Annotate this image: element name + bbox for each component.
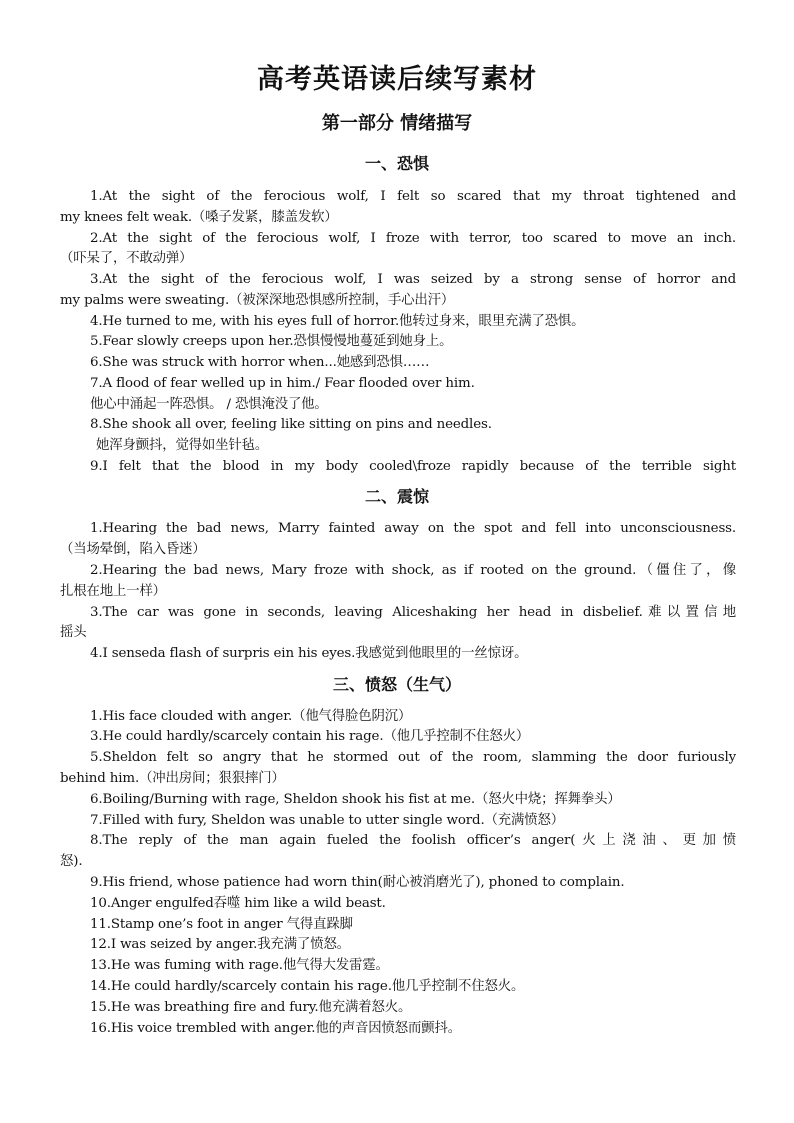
anger-line: 5.Sheldon felt so angry that he stormed out of the room, slamming the door furiously <box>90 750 736 765</box>
anger-line: 8.The reply of the man again fueled the foolish officer’s anger(火上浇油、更加愤 <box>90 833 736 848</box>
section-heading-fear: 一、恐惧 <box>364 154 429 173</box>
anger-line: 6.Boiling/Burning with rage, Sheldon shook his fist at me.（怒火中烧；挥舞拳头） <box>90 792 621 807</box>
shock-line: 摇头 <box>60 625 87 640</box>
fear-line: 9.I felt that the blood in my body cooled\froze rapidly because of the terrible sight <box>90 459 736 474</box>
fear-line: 3.At the sight of the ferocious wolf, I was seized by a strong sense of horror and <box>90 272 736 287</box>
fear-line: 4.He turned to me, with his eyes full of horror.他转过身来，眼里充满了恐惧。 <box>90 314 585 329</box>
anger-line: 12.I was seized by anger.我充满了愤怒。 <box>90 937 350 952</box>
anger-line: 15.He was breathing fire and fury.他充满着怒火。 <box>90 1000 412 1015</box>
anger-line: behind him.（冲出房间；狠狠摔门） <box>60 771 285 786</box>
fear-line: 他心中涌起一阵恐惧。 / 恐惧淹没了他。 <box>90 397 328 412</box>
fear-line: 7.A flood of fear welled up in him./ Fear flooded over him. <box>90 376 475 391</box>
anger-line: 3.He could hardly/scarcely contain his rage.（他几乎控制不住怒火） <box>90 729 530 744</box>
anger-line: 9.His friend, whose patience had worn thin(耐心被消磨光了), phoned to complain. <box>90 875 625 890</box>
shock-line: 扎根在地上一样） <box>60 584 166 599</box>
shock-line: 1.Hearing the bad news, Marry fainted away on the spot and fell into unconsciousness. <box>90 521 736 536</box>
anger-line: 10.Anger engulfed吞噬 him like a wild beast. <box>90 896 386 911</box>
fear-line: 2.At the sight of the ferocious wolf, I froze with terror, too scared to move an inch. <box>90 231 736 246</box>
shock-line: 3.The car was gone in seconds, leaving Aliceshaking her head in disbelief.难以置信地 <box>90 605 736 620</box>
anger-line: 16.His voice trembled with anger.他的声音因愤怒而颤抖。 <box>90 1021 461 1036</box>
section-heading-anger: 三、愤怒（生气） <box>332 675 461 694</box>
shock-line: 2.Hearing the bad news, Mary froze with shock, as if rooted on the ground.（僵住了，像 <box>90 563 736 578</box>
section-heading-shock: 二、震惊 <box>364 487 429 506</box>
anger-line: 怒). <box>60 854 83 869</box>
anger-line: 13.He was fuming with rage.他气得大发雷霆。 <box>90 958 389 973</box>
fear-line: 8.She shook all over, feeling like sitting on pins and needles. <box>90 417 492 432</box>
shock-line: （当场晕倒，陷入昏迷） <box>60 542 206 557</box>
anger-line: 11.Stamp one’s foot in anger 气得直跺脚 <box>90 917 353 932</box>
anger-line: 14.He could hardly/scarcely contain his rage.他几乎控制不住怒火。 <box>90 979 525 994</box>
fear-line: 5.Fear slowly creeps upon her.恐惧慢慢地蔓延到她身上。 <box>90 334 453 349</box>
shock-line: 4.I senseda flash of surpris ein his eyes.我感觉到他眼里的一丝惊讶。 <box>90 646 528 661</box>
fear-line: my palms were sweating.（被深深地恐惧感所控制，手心出汗） <box>60 293 455 308</box>
fear-line: my knees felt weak.（嗓子发紧，膝盖发软） <box>60 210 338 225</box>
part-title: 第一部分 情绪描写 <box>321 113 473 134</box>
fear-line: 1.At the sight of the ferocious wolf, I felt so scared that my throat tightened and <box>90 189 736 204</box>
fear-line: （吓呆了，不敢动弹） <box>60 251 193 266</box>
anger-line: 1.His face clouded with anger.（他气得脸色阴沉） <box>90 709 412 724</box>
fear-line: 她浑身颤抖，觉得如坐针毡。 <box>96 438 269 453</box>
document-title: 高考英语读后续写素材 <box>257 64 537 95</box>
fear-line: 6.She was struck with horror when...她感到恐惧…… <box>90 355 430 370</box>
anger-line: 7.Filled with fury, Sheldon was unable to utter single word.（充满愤怒） <box>90 813 564 828</box>
